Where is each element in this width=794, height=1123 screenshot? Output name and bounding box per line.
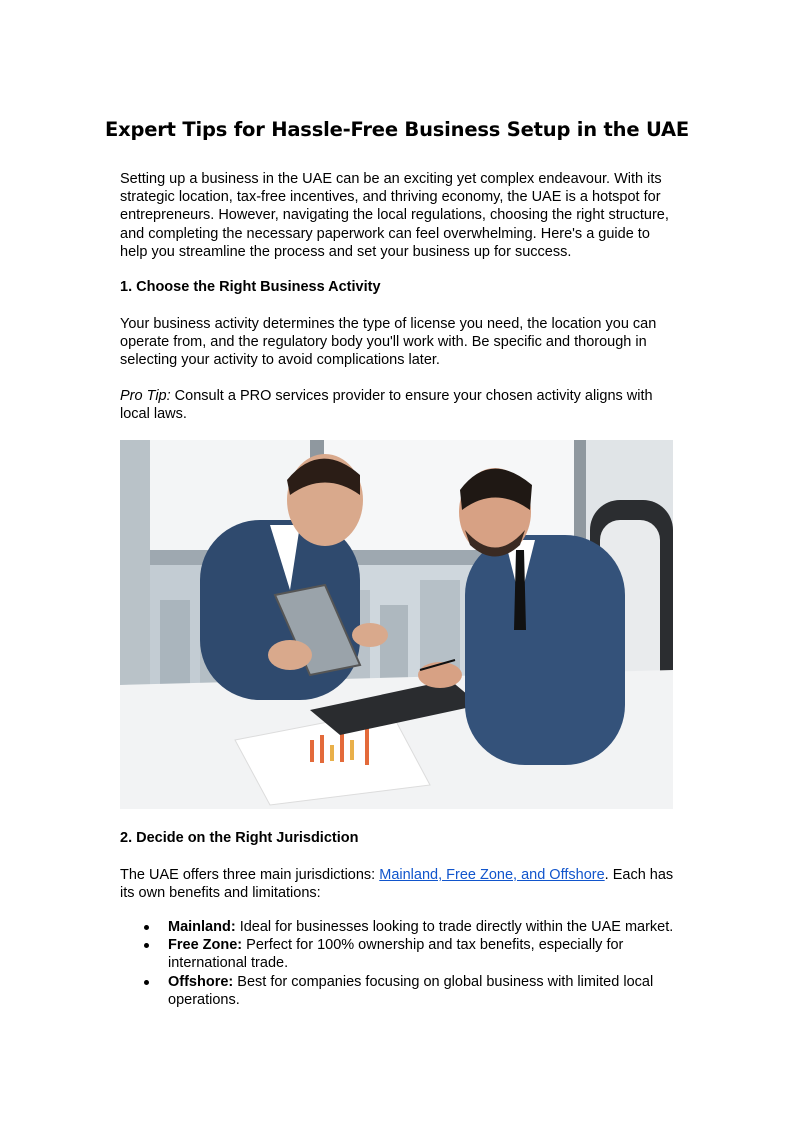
pro-tip (120, 387, 676, 423)
bullet-text: Best for companies focusing on global business with limited local operations. (168, 973, 654, 1008)
list-item (120, 936, 690, 972)
bullet-label: Free Zone: (168, 937, 243, 954)
jurisdiction-list (120, 918, 690, 1009)
intro-paragraph: Setting up a business in the UAE can be an exciting yet complex endeavour. With its strategic location, tax-free incentives, and thriving economy, the UAE is a hotspot for entrepreneurs. However, navigating the local regulations, choosing the right structure, and completing the necessary paperwork can feel overwhelming. Here's a guide to help you streamline the process and set your business up for success. (120, 171, 669, 260)
jurisdictions-link[interactable]: Mainland, Free Zone, and Offshore (379, 867, 605, 883)
section-2-heading: 2. Decide on the Right Jurisdiction (120, 830, 359, 846)
bullet-label: Mainland: (168, 919, 236, 935)
bullet-icon (144, 925, 149, 930)
pro-tip-label: Pro Tip: (120, 388, 171, 404)
list-item (120, 918, 690, 936)
bullet-icon (144, 943, 149, 948)
bullet-label: Offshore: (168, 973, 234, 990)
page-title: Expert Tips for Hassle-Free Business Setup in the UAE (104, 118, 690, 141)
bullet-text: Ideal for businesses looking to trade directly within the UAE market. (235, 919, 674, 935)
pro-tip-text: Consult a PRO services provider to ensure your chosen activity aligns with local laws. (120, 388, 653, 423)
business-meeting-photo (120, 440, 673, 809)
list-item (120, 973, 690, 1009)
section-1-body: Your business activity determines the type of license you need, the location you can operate from, and the regulatory body you'll work with. Be specific and thorough in selecting your activity to avoid complications later. (120, 316, 657, 369)
section-2-body-after: . Each has its own benefits and limitations: (120, 867, 674, 902)
section-1-heading: 1. Choose the Right Business Activity (120, 279, 381, 295)
section-2-body (120, 866, 680, 902)
bullet-text: Perfect for 100% ownership and tax benefits, especially for international trade. (168, 937, 624, 972)
meeting-illustration (120, 440, 673, 809)
section-2-body-before: The UAE offers three main jurisdictions: (120, 867, 380, 883)
bullet-icon (144, 980, 149, 985)
